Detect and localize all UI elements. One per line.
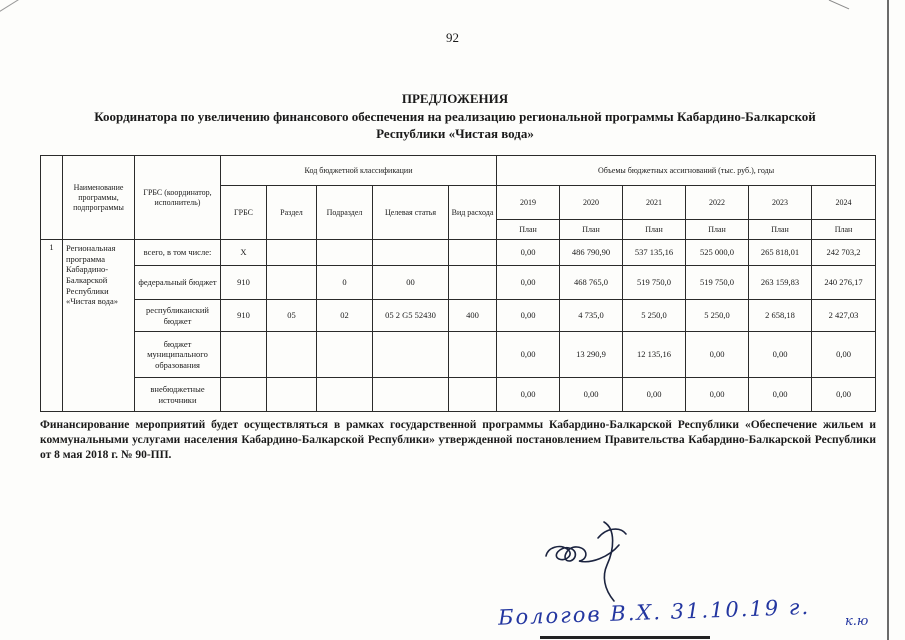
header-plan-2019: План [497,220,560,240]
code-vid-cell [449,332,497,378]
budget-table [40,155,876,412]
title-line-1: ПРЕДЛОЖЕНИЯ [401,91,509,106]
title-line-2: Координатора по увеличению финансового обеспечения на реализацию региональной программы Кабардино-Балкарской Республики «Чистая вода» [94,108,816,142]
value-cell: 519 750,0 [686,266,749,300]
budget-level-label: всего, в том числе: [135,240,221,266]
handwritten-signature-text: Бологов В.Х. 31.10.19 г. [497,594,811,630]
code-target-cell [373,378,449,412]
financing-paragraph: Финансирование мероприятий будет осуществляться в рамках государственной программы Кабардино-Балкарской Республики «Обеспечение жильем и коммунальными услугами населения Кабардино-Балкарской Республики» утвержденной постановлением Правительства Кабардино-Балкарской Республики от 8 мая 2018 г. № 90-ПП. [40,419,876,462]
budget-level-label: федеральный бюджет [135,266,221,300]
code-target-cell [373,240,449,266]
header-sub-target: Целевая статья [373,186,449,240]
code-target-cell: 00 [373,266,449,300]
header-plan-2022: План [686,220,749,240]
value-cell: 5 250,0 [686,300,749,332]
code-grbs-cell [221,332,267,378]
code-podrazdel-cell [317,332,373,378]
code-vid-cell [449,378,497,412]
value-cell: 0,00 [686,332,749,378]
code-podrazdel-cell: 0 [317,266,373,300]
page-number: 92 [446,30,459,45]
value-cell: 468 765,0 [560,266,623,300]
header-plan-2021: План [623,220,686,240]
value-cell: 0,00 [497,332,560,378]
header-plan-2024: План [812,220,876,240]
program-name-cell: Региональная программа Кабардино-Балкарской Республики «Чистая вода» [63,240,135,412]
header-year-2019: 2019 [497,186,560,220]
value-cell: 242 703,2 [812,240,876,266]
value-cell: 2 427,03 [812,300,876,332]
code-razdel-cell [267,266,317,300]
code-target-cell [373,332,449,378]
value-cell: 0,00 [749,378,812,412]
budget-level-label: внебюджетные источники [135,378,221,412]
budget-level-label: республиканский бюджет [135,300,221,332]
code-vid-cell: 400 [449,300,497,332]
header-grbs-coordinator: ГРБС (координатор, исполнитель) [135,156,221,240]
value-cell: 0,00 [497,266,560,300]
header-num [41,156,63,240]
header-plan-2023: План [749,220,812,240]
value-cell: 537 135,16 [623,240,686,266]
value-cell: 486 790,90 [560,240,623,266]
code-razdel-cell [267,378,317,412]
value-cell: 2 658,18 [749,300,812,332]
value-cell: 265 818,01 [749,240,812,266]
value-cell: 0,00 [623,378,686,412]
header-sub-podrazdel: Подраздел [317,186,373,240]
budget-level-label: бюджет муниципального образования [135,332,221,378]
code-podrazdel-cell [317,378,373,412]
header-sub-grbs: ГРБС [221,186,267,240]
code-razdel-cell [267,332,317,378]
header-year-2023: 2023 [749,186,812,220]
scan-artifact-bottom-line [540,636,710,639]
value-cell: 12 135,16 [623,332,686,378]
header-volumes: Объемы бюджетных ассигнований (тыс. руб.), годы [497,156,876,186]
header-year-2022: 2022 [686,186,749,220]
value-cell: 0,00 [686,378,749,412]
value-cell: 525 000,0 [686,240,749,266]
value-cell: 13 290,9 [560,332,623,378]
header-year-2024: 2024 [812,186,876,220]
scan-artifact-topleft-line [0,0,31,14]
code-vid-cell [449,240,497,266]
header-sub-vid: Вид расхода [449,186,497,240]
code-vid-cell [449,266,497,300]
handwritten-signature-scribble [540,508,670,603]
value-cell: 4 735,0 [560,300,623,332]
value-cell: 263 159,83 [749,266,812,300]
scan-artifact-right-edge [887,0,889,640]
code-grbs-cell: 910 [221,300,267,332]
code-razdel-cell: 05 [267,300,317,332]
code-podrazdel-cell [317,240,373,266]
code-target-cell: 05 2 G5 52430 [373,300,449,332]
code-grbs-cell: X [221,240,267,266]
code-grbs-cell: 910 [221,266,267,300]
header-budget-classification: Код бюджетной классификации [221,156,497,186]
value-cell: 0,00 [749,332,812,378]
value-cell: 0,00 [812,378,876,412]
value-cell: 0,00 [497,240,560,266]
document-title [60,90,850,143]
header-program-name: Наименование программы, подпрограммы [63,156,135,240]
value-cell: 0,00 [812,332,876,378]
value-cell: 240 276,17 [812,266,876,300]
header-year-2021: 2021 [623,186,686,220]
value-cell: 0,00 [560,378,623,412]
code-podrazdel-cell: 02 [317,300,373,332]
header-plan-2020: План [560,220,623,240]
handwritten-note-text: к.ю [845,614,869,629]
value-cell: 0,00 [497,378,560,412]
code-grbs-cell [221,378,267,412]
code-razdel-cell [267,240,317,266]
row-number-cell: 1 [41,240,63,412]
header-year-2020: 2020 [560,186,623,220]
scan-artifact-topright-mark [829,0,850,9]
header-sub-razdel: Раздел [267,186,317,240]
value-cell: 0,00 [497,300,560,332]
value-cell: 519 750,0 [623,266,686,300]
value-cell: 5 250,0 [623,300,686,332]
